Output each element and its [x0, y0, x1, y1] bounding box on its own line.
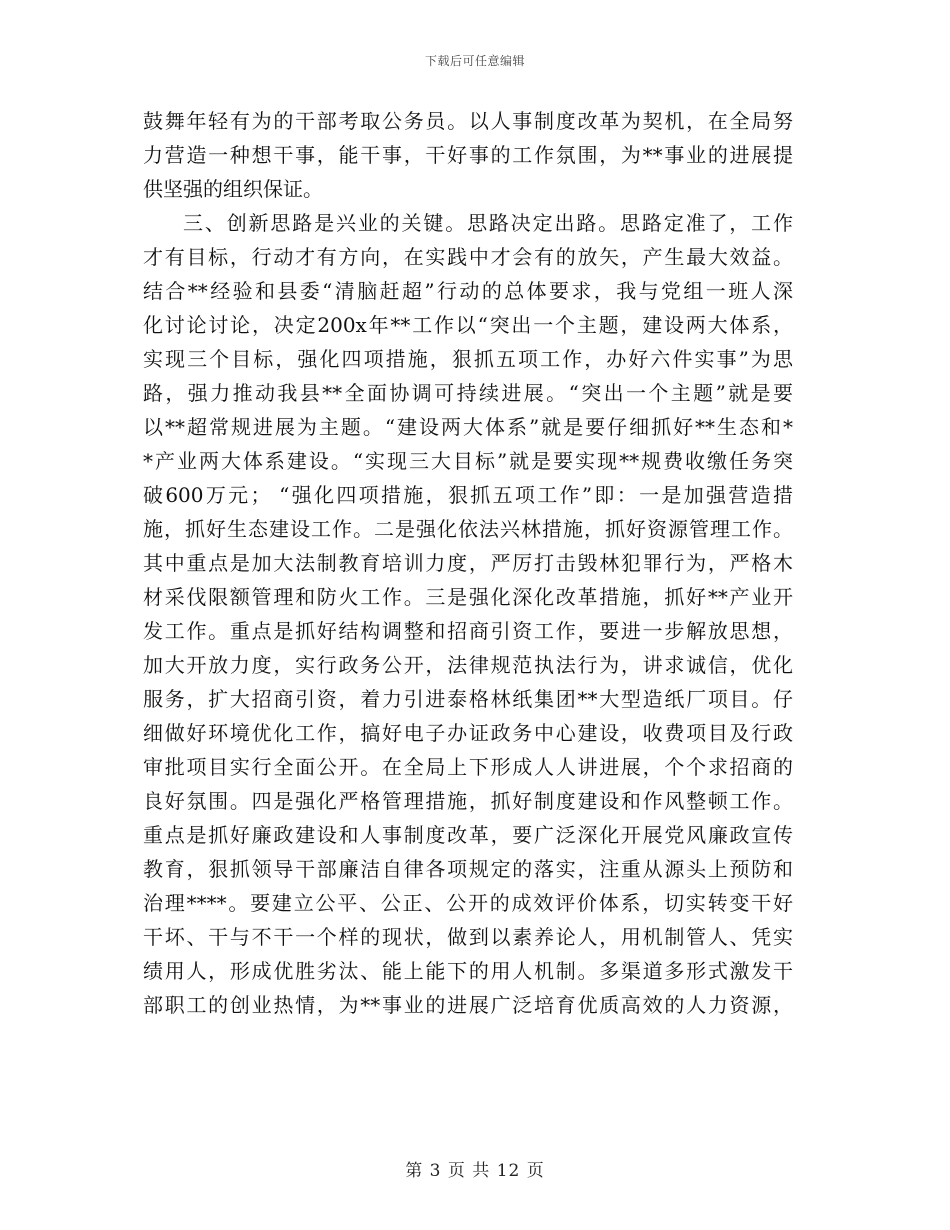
text-line: 教育，狠抓领导干部廉洁自律各项规定的落实，注重从源头上预防和: [143, 857, 793, 881]
page-number-footer: 第 3 页 共 12 页: [405, 1161, 545, 1181]
text-line: 以**超常规进展为主题。“建设两大体系”就是要仔细抓好**生态和*: [143, 415, 793, 439]
text-line: 治理****。要建立公平、公正、公开的成效评价体系，切实转变干好: [143, 891, 793, 915]
text-line: 供坚强的组织保证。: [143, 177, 323, 201]
text-line: 破600万元； “强化四项措施，狠抓五项工作”即：一是加强营造措: [143, 483, 793, 507]
text-line: 化讨论讨论，决定200x年**工作以“突出一个主题，建设两大体系，: [143, 313, 793, 337]
text-line: *产业两大体系建设。“实现三大目标”就是要实现**规费收缴任务突: [143, 449, 793, 473]
text-line: 实现三个目标，强化四项措施，狠抓五项工作，办好六件实事”为思: [143, 347, 793, 371]
text-line: 绩用人，形成优胜劣汰、能上能下的用人机制。多渠道多形式激发干: [143, 959, 793, 983]
text-line: 力营造一种想干事，能干事，干好事的工作氛围，为**事业的进展提: [143, 143, 793, 167]
text-line: 材采伐限额管理和防火工作。三是强化深化改革措施，抓好**产业开: [143, 585, 793, 609]
text-line: 其中重点是加大法制教育培训力度，严厉打击毁林犯罪行为，严格木: [143, 551, 793, 575]
text-line: 三、创新思路是兴业的关键。思路决定出路。思路定准了，工作: [183, 211, 793, 235]
page-header: 下载后可任意编辑: [424, 54, 525, 68]
text-line: 鼓舞年轻有为的干部考取公务员。以人事制度改革为契机，在全局努: [143, 109, 793, 133]
text-line: 干坏、干与不干一个样的现状，做到以素养论人，用机制管人、凭实: [143, 925, 793, 949]
body-text: [143, 104, 793, 1022]
text-line: 部职工的创业热情，为**事业的进展广泛培育优质高效的人力资源，: [143, 993, 793, 1017]
text-line: 服务，扩大招商引资，着力引进泰格林纸集团**大型造纸厂项目。仔: [143, 687, 793, 711]
text-line: 加大开放力度，实行政务公开，法律规范执法行为，讲求诚信，优化: [143, 653, 793, 677]
text-line: 施，抓好生态建设工作。二是强化依法兴林措施，抓好资源管理工作。: [143, 517, 793, 541]
text-line: 才有目标，行动才有方向，在实践中才会有的放矢，产生最大效益。: [143, 245, 793, 269]
text-line: 路，强力推动我县**全面协调可持续进展。“突出一个主题”就是要: [143, 381, 793, 405]
text-line: 重点是抓好廉政建设和人事制度改革，要广泛深化开展党风廉政宣传: [143, 823, 793, 847]
text-line: 良好氛围。四是强化严格管理措施，抓好制度建设和作风整顿工作。: [143, 789, 793, 813]
text-line: 发工作。重点是抓好结构调整和招商引资工作，要进一步解放思想，: [143, 619, 793, 643]
text-line: 结合**经验和县委“清脑赶超”行动的总体要求，我与党组一班人深: [143, 279, 793, 303]
text-line: 细做好环境优化工作，搞好电子办证政务中心建设，收费项目及行政: [143, 721, 793, 745]
text-line: 审批项目实行全面公开。在全局上下形成人人讲进展，个个求招商的: [143, 755, 793, 779]
